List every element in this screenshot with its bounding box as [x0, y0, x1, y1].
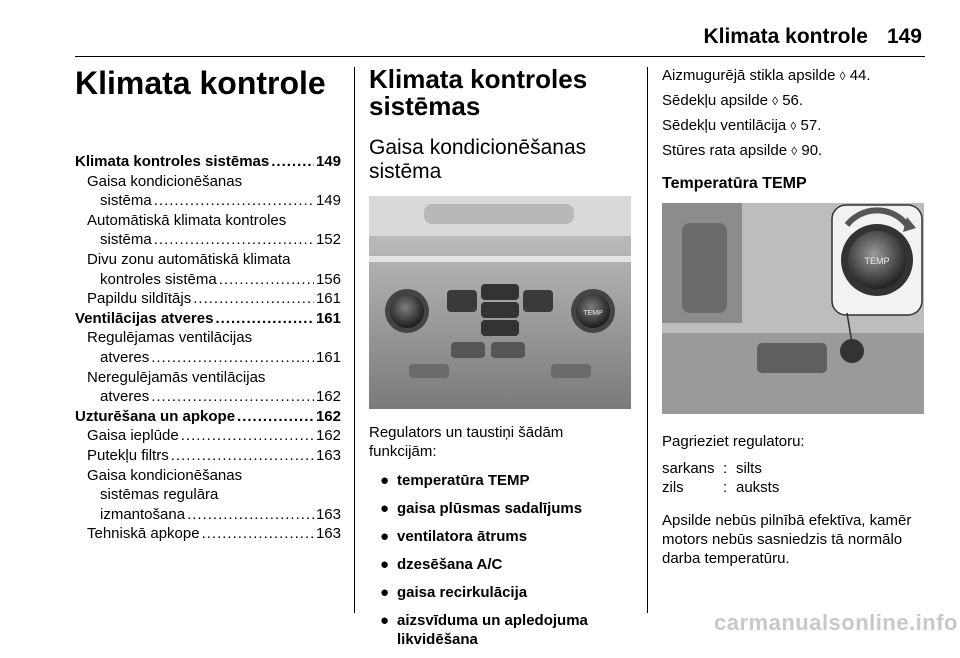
section-title: Klimata kontroles sistēmas — [369, 64, 588, 121]
toc-entry[interactable] — [75, 485, 341, 505]
running-header-page: 149 — [886, 25, 922, 48]
toc-entry[interactable] — [75, 270, 341, 290]
toc-entry-text: Automātiskā klimata kontroles — [87, 211, 287, 229]
toc-leader — [154, 191, 314, 211]
toc-leader — [219, 270, 314, 290]
reference-page: 56. — [782, 92, 804, 109]
reference-text: Stūres rata apsilde — [662, 142, 788, 159]
toc-entry-text: sistēmas regulāra — [100, 486, 219, 504]
toc-entry[interactable] — [75, 407, 341, 427]
function-item-text: gaisa recirkulācija — [397, 584, 528, 601]
toc-entry-page: 149 — [315, 153, 341, 170]
table-of-contents — [75, 152, 341, 544]
toc-entry-page: 162 — [315, 407, 341, 425]
reference-item[interactable] — [662, 116, 925, 136]
column-divider-2 — [647, 67, 648, 613]
toc-leader — [237, 407, 314, 427]
function-item-text: temperatūra TEMP — [397, 472, 530, 489]
function-item — [369, 527, 631, 546]
toc-entry-text: Ventilācijas atveres — [75, 309, 214, 327]
toc-entry-text: atveres — [100, 388, 150, 406]
temp-knob-illustration — [662, 203, 924, 414]
toc-entry-page: 161 — [315, 309, 341, 327]
toc-entry-page: 163 — [315, 505, 341, 523]
running-header-title: Klimata kontrole — [703, 25, 868, 48]
toc-entry-text: atveres — [100, 348, 150, 366]
toc-entry-text: Papildu sildītājs — [87, 290, 192, 308]
watermark: carmanualsonline.info — [714, 610, 958, 635]
toc-entry[interactable] — [75, 211, 341, 231]
note-text: Apsilde nebūs pilnībā efektīva, kamēr motors nebūs sasniedzis tā normālo darba temperatūru. — [662, 512, 912, 567]
toc-column — [75, 66, 341, 544]
reference-page: 44. — [849, 67, 871, 84]
bullet-dot: ● — [380, 472, 390, 489]
toc-entry-text: Divu zonu automātiskā klimata — [87, 250, 291, 268]
toc-leader — [171, 446, 314, 466]
climate-panel-illustration — [369, 196, 631, 409]
instruction-text: Pagrieziet regulatoru: — [662, 433, 805, 450]
toc-leader — [202, 524, 314, 544]
toc-entry-text: Uzturēšana un apkope — [75, 407, 236, 425]
toc-entry[interactable] — [75, 368, 341, 388]
function-item — [369, 583, 631, 602]
color-legend-row — [662, 478, 925, 497]
toc-entry-page: 152 — [315, 231, 341, 249]
bullet-dot: ● — [380, 612, 390, 629]
color-legend-k: sarkans — [662, 460, 715, 477]
reference-arrow-icon: ◊ — [791, 144, 798, 158]
toc-entry[interactable] — [75, 172, 341, 192]
toc-entry-text: Regulējamas ventilācijas — [87, 329, 253, 347]
temp-knob-photo — [662, 203, 924, 414]
reference-text: Sēdekļu ventilācija — [662, 117, 787, 134]
toc-leader — [151, 348, 314, 368]
panel-knob-label: TEMP — [583, 310, 603, 317]
toc-entry[interactable] — [75, 328, 341, 348]
toc-entry[interactable] — [75, 309, 341, 329]
reference-item[interactable] — [662, 141, 925, 161]
bullet-dot: ● — [380, 528, 390, 545]
toc-leader — [187, 505, 314, 525]
function-item-text: likvidēšana — [397, 631, 478, 648]
temperature-column — [662, 66, 925, 573]
toc-entry-page: 162 — [315, 427, 341, 445]
toc-entry-text: Gaisa ieplūde — [87, 427, 179, 445]
toc-entry[interactable] — [75, 524, 341, 544]
toc-entry[interactable] — [75, 387, 341, 407]
toc-entry-text: Gaisa kondicionēšanas — [87, 172, 243, 190]
temp-knob-label: TEMP — [864, 256, 890, 266]
reference-page: 57. — [800, 117, 822, 134]
toc-entry[interactable] — [75, 348, 341, 368]
reference-item[interactable] — [662, 91, 925, 111]
color-legend-row — [662, 459, 925, 478]
bullet-dot: ● — [380, 556, 390, 573]
color-legend-c: : — [723, 460, 728, 477]
temperature-heading: Temperatūra TEMP — [662, 175, 807, 192]
toc-entry[interactable] — [75, 466, 341, 486]
reference-item[interactable] — [662, 66, 925, 86]
toc-entry[interactable] — [75, 250, 341, 270]
color-legend-v: silts — [736, 460, 762, 477]
subsection-title: Gaisa kondicionēšanas sistēma — [369, 136, 587, 183]
toc-entry[interactable] — [75, 152, 341, 172]
toc-entry-text: Tehniskā apkope — [87, 525, 200, 543]
function-item-text: gaisa plūsmas sadalījums — [397, 500, 583, 517]
toc-entry[interactable] — [75, 191, 341, 211]
toc-entry-page: 162 — [315, 388, 341, 406]
reference-text: Sēdekļu apsilde — [662, 92, 768, 109]
reference-list — [662, 66, 925, 161]
function-item-text: dzesēšana A/C — [397, 556, 503, 573]
reference-text: Aizmugurējā stikla apsilde — [662, 67, 836, 84]
header-rule — [75, 56, 925, 57]
toc-entry-page: 163 — [315, 525, 341, 543]
toc-entry-text: sistēma — [100, 231, 152, 249]
toc-leader — [193, 289, 314, 309]
color-legend-k: zils — [662, 479, 684, 496]
climate-systems-column — [369, 66, 631, 658]
column-divider-1 — [354, 67, 355, 613]
chapter-title: Klimata kontrole — [75, 65, 326, 101]
toc-entry[interactable] — [75, 289, 341, 309]
toc-entry-text: kontroles sistēma — [100, 270, 217, 288]
color-legend-c: : — [723, 479, 728, 496]
toc-entry-page: 163 — [315, 446, 341, 464]
bullet-dot: ● — [380, 584, 390, 601]
toc-leader — [215, 309, 314, 329]
reference-arrow-icon: ◊ — [790, 119, 797, 133]
toc-leader — [271, 152, 314, 172]
function-item-text: ventilatora ātrums — [397, 528, 528, 545]
function-item — [369, 471, 631, 490]
color-legend — [662, 459, 925, 497]
toc-entry-text: Putekļu filtrs — [87, 446, 169, 464]
function-item — [369, 611, 631, 649]
function-list — [369, 471, 631, 649]
toc-entry-page: 161 — [315, 348, 341, 366]
toc-entry[interactable] — [75, 446, 341, 466]
reference-arrow-icon: ◊ — [839, 69, 846, 83]
bullet-dot: ● — [380, 500, 390, 517]
toc-entry-text: Klimata kontroles sistēmas — [75, 153, 270, 170]
toc-entry[interactable] — [75, 505, 341, 525]
toc-leader — [181, 426, 314, 446]
reference-page: 90. — [801, 142, 823, 159]
toc-leader — [154, 230, 314, 250]
toc-entry-text: Gaisa kondicionēšanas — [87, 466, 243, 484]
toc-entry-page: 149 — [315, 192, 341, 210]
toc-entry-text: izmantošana — [100, 505, 186, 523]
toc-leader — [151, 387, 314, 407]
toc-entry[interactable] — [75, 426, 341, 446]
climate-panel-photo — [369, 196, 631, 409]
color-legend-v: auksts — [736, 479, 780, 496]
toc-entry-text: sistēma — [100, 192, 152, 210]
reference-arrow-icon: ◊ — [772, 94, 779, 108]
toc-entry-page: 156 — [315, 270, 341, 288]
intro-text: Regulators un taustiņi šādām funkcijām: — [369, 424, 564, 460]
function-item — [369, 555, 631, 574]
function-item — [369, 499, 631, 518]
toc-entry-page: 161 — [315, 290, 341, 308]
function-item-text: aizsvīduma un apledojuma — [397, 612, 588, 629]
toc-entry[interactable] — [75, 230, 341, 250]
toc-entry-text: Neregulējamās ventilācijas — [87, 368, 266, 386]
